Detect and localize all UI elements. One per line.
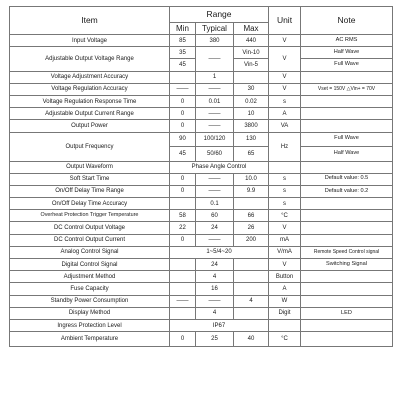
cell-item: Adjustment Method bbox=[10, 271, 170, 283]
cell-min: 0 bbox=[170, 173, 196, 185]
cell-max bbox=[234, 307, 269, 319]
cell-max: 3800 bbox=[234, 120, 269, 132]
cell-unit: s bbox=[269, 95, 301, 107]
spec-table bbox=[9, 6, 393, 347]
cell-unit bbox=[269, 161, 301, 173]
cell-note bbox=[301, 95, 393, 107]
cell-item: Input Voltage bbox=[10, 35, 170, 47]
cell-typical: —— bbox=[196, 108, 234, 120]
cell-note: Remote Speed Control signal bbox=[301, 246, 393, 258]
cell-max: 65 bbox=[234, 147, 269, 162]
cell-note bbox=[301, 271, 393, 283]
cell-unit: Hz bbox=[269, 132, 301, 161]
cell-range: 1~5/4~20 bbox=[170, 246, 269, 258]
cell-note: Default value: 0.5 bbox=[301, 173, 393, 185]
cell-unit: W bbox=[269, 295, 301, 307]
header-item: Item bbox=[10, 7, 170, 35]
table-row bbox=[10, 234, 393, 246]
cell-item: Fuse Capacity bbox=[10, 283, 170, 295]
cell-max bbox=[234, 283, 269, 295]
cell-min bbox=[170, 283, 196, 295]
cell-item: Overheat Protection Trigger Temperature bbox=[10, 210, 170, 222]
table-row bbox=[10, 271, 393, 283]
table-row bbox=[10, 108, 393, 120]
table-row bbox=[10, 71, 393, 83]
cell-note: Half Wave bbox=[301, 47, 393, 59]
table-row bbox=[10, 295, 393, 307]
cell-unit: s bbox=[269, 185, 301, 197]
cell-unit: °C bbox=[269, 332, 301, 347]
cell-max: 0.02 bbox=[234, 95, 269, 107]
cell-note bbox=[301, 108, 393, 120]
cell-note bbox=[301, 319, 393, 331]
table-row bbox=[10, 95, 393, 107]
cell-note: Default value: 0.2 bbox=[301, 185, 393, 197]
cell-item: Voltage Regulation Response Time bbox=[10, 95, 170, 107]
cell-typical: 380 bbox=[196, 35, 234, 47]
table-row bbox=[10, 246, 393, 258]
cell-unit: V bbox=[269, 47, 301, 71]
table-body bbox=[10, 35, 393, 347]
table-row bbox=[10, 319, 393, 331]
cell-note bbox=[301, 234, 393, 246]
cell-max bbox=[234, 271, 269, 283]
cell-item: Output Frequency bbox=[10, 132, 170, 161]
cell-unit: Button bbox=[269, 271, 301, 283]
cell-typical: —— bbox=[196, 47, 234, 71]
cell-min: 0 bbox=[170, 185, 196, 197]
cell-min bbox=[170, 271, 196, 283]
cell-item: Ambient Temperature bbox=[10, 332, 170, 347]
cell-typical: 50/60 bbox=[196, 147, 234, 162]
cell-typical: 0.1 bbox=[196, 198, 234, 210]
table-row bbox=[10, 222, 393, 234]
cell-unit: A bbox=[269, 108, 301, 120]
cell-typical: 4 bbox=[196, 307, 234, 319]
table-row bbox=[10, 35, 393, 47]
cell-range: IP67 bbox=[170, 319, 269, 331]
cell-unit: s bbox=[269, 173, 301, 185]
cell-unit: V bbox=[269, 35, 301, 47]
cell-note bbox=[301, 222, 393, 234]
cell-unit: s bbox=[269, 198, 301, 210]
cell-typical: 25 bbox=[196, 332, 234, 347]
cell-note bbox=[301, 210, 393, 222]
cell-unit: V bbox=[269, 71, 301, 83]
table-row bbox=[10, 198, 393, 210]
cell-typical: —— bbox=[196, 120, 234, 132]
cell-min bbox=[170, 198, 196, 210]
cell-unit bbox=[269, 319, 301, 331]
table-row bbox=[10, 120, 393, 132]
cell-typical: —— bbox=[196, 185, 234, 197]
cell-max: 4 bbox=[234, 295, 269, 307]
cell-item: Voltage Adjustment Accuracy bbox=[10, 71, 170, 83]
cell-item: Soft Start Time bbox=[10, 173, 170, 185]
cell-min: —— bbox=[170, 295, 196, 307]
header-range: Range bbox=[170, 7, 269, 23]
cell-max: 130 bbox=[234, 132, 269, 147]
table-row bbox=[10, 307, 393, 319]
cell-note: Full Wave bbox=[301, 59, 393, 71]
cell-max: 10.0 bbox=[234, 173, 269, 185]
cell-max: Vin-10 bbox=[234, 47, 269, 59]
cell-min bbox=[170, 259, 196, 271]
cell-note bbox=[301, 120, 393, 132]
cell-max: 66 bbox=[234, 210, 269, 222]
cell-unit: mA bbox=[269, 234, 301, 246]
cell-range: Phase Angle Control bbox=[170, 161, 269, 173]
cell-max: 30 bbox=[234, 83, 269, 95]
cell-typical: —— bbox=[196, 234, 234, 246]
cell-note bbox=[301, 161, 393, 173]
cell-item: Standby Power Consumption bbox=[10, 295, 170, 307]
cell-min bbox=[170, 71, 196, 83]
cell-typical: 100/120 bbox=[196, 132, 234, 147]
cell-unit: A bbox=[269, 283, 301, 295]
cell-min: 45 bbox=[170, 59, 196, 71]
cell-note: AC RMS bbox=[301, 35, 393, 47]
table-row bbox=[10, 161, 393, 173]
header-min: Min bbox=[170, 23, 196, 35]
cell-min: —— bbox=[170, 83, 196, 95]
cell-min: 22 bbox=[170, 222, 196, 234]
cell-max: 200 bbox=[234, 234, 269, 246]
cell-item: Digital Control Signal bbox=[10, 259, 170, 271]
cell-typical: —— bbox=[196, 173, 234, 185]
cell-unit: V/mA bbox=[269, 246, 301, 258]
table-row bbox=[10, 332, 393, 347]
cell-unit: Digit bbox=[269, 307, 301, 319]
cell-unit: V bbox=[269, 83, 301, 95]
cell-note: Switching Signal bbox=[301, 259, 393, 271]
cell-max: 10 bbox=[234, 108, 269, 120]
cell-note: Full Wave bbox=[301, 132, 393, 147]
cell-typical: 60 bbox=[196, 210, 234, 222]
cell-max bbox=[234, 198, 269, 210]
cell-max bbox=[234, 259, 269, 271]
cell-typical: —— bbox=[196, 295, 234, 307]
cell-typical: 0.01 bbox=[196, 95, 234, 107]
cell-typical: 24 bbox=[196, 222, 234, 234]
table-row bbox=[10, 283, 393, 295]
header-max: Max bbox=[234, 23, 269, 35]
cell-unit: VA bbox=[269, 120, 301, 132]
cell-note: Vset = 150V △Vin+ = 70V bbox=[301, 83, 393, 95]
cell-min: 0 bbox=[170, 234, 196, 246]
cell-typical: 16 bbox=[196, 283, 234, 295]
cell-typical: 4 bbox=[196, 271, 234, 283]
table-row bbox=[10, 47, 393, 59]
table-row bbox=[10, 185, 393, 197]
table-row bbox=[10, 132, 393, 147]
cell-min: 35 bbox=[170, 47, 196, 59]
cell-note bbox=[301, 332, 393, 347]
cell-min: 0 bbox=[170, 120, 196, 132]
cell-item: On/Off Delay Time Range bbox=[10, 185, 170, 197]
cell-item: DC Control Output Current bbox=[10, 234, 170, 246]
cell-max: 40 bbox=[234, 332, 269, 347]
cell-item: On/Off Delay Time Accuracy bbox=[10, 198, 170, 210]
cell-min: 90 bbox=[170, 132, 196, 147]
cell-unit: V bbox=[269, 222, 301, 234]
cell-typical: —— bbox=[196, 83, 234, 95]
table-header bbox=[10, 7, 393, 35]
cell-min: 0 bbox=[170, 108, 196, 120]
cell-item: Adjustable Output Voltage Range bbox=[10, 47, 170, 71]
cell-max: 440 bbox=[234, 35, 269, 47]
table-row bbox=[10, 259, 393, 271]
table-row bbox=[10, 83, 393, 95]
cell-max bbox=[234, 71, 269, 83]
header-typical: Typical bbox=[196, 23, 234, 35]
header-note: Note bbox=[301, 7, 393, 35]
cell-note: Half Wave bbox=[301, 147, 393, 162]
cell-max: 26 bbox=[234, 222, 269, 234]
cell-min: 0 bbox=[170, 95, 196, 107]
cell-max: Vin-5 bbox=[234, 59, 269, 71]
cell-min bbox=[170, 307, 196, 319]
cell-min: 45 bbox=[170, 147, 196, 162]
cell-unit: V bbox=[269, 259, 301, 271]
cell-item: Ingress Protection Level bbox=[10, 319, 170, 331]
cell-unit: °C bbox=[269, 210, 301, 222]
cell-item: Output Waveform bbox=[10, 161, 170, 173]
cell-note bbox=[301, 71, 393, 83]
cell-max: 9.9 bbox=[234, 185, 269, 197]
cell-item: Output Power bbox=[10, 120, 170, 132]
cell-item: Adjustable Output Current Range bbox=[10, 108, 170, 120]
cell-min: 85 bbox=[170, 35, 196, 47]
cell-item: Display Method bbox=[10, 307, 170, 319]
cell-note bbox=[301, 283, 393, 295]
table-row bbox=[10, 173, 393, 185]
cell-typical: 24 bbox=[196, 259, 234, 271]
cell-min: 0 bbox=[170, 332, 196, 347]
cell-note: LED bbox=[301, 307, 393, 319]
cell-min: 58 bbox=[170, 210, 196, 222]
cell-note bbox=[301, 295, 393, 307]
cell-note bbox=[301, 198, 393, 210]
cell-item: DC Control Output Voltage bbox=[10, 222, 170, 234]
cell-item: Analog Control Signal bbox=[10, 246, 170, 258]
cell-item: Voltage Regulation Accuracy bbox=[10, 83, 170, 95]
cell-typical: 1 bbox=[196, 71, 234, 83]
header-unit: Unit bbox=[269, 7, 301, 35]
table-row bbox=[10, 210, 393, 222]
